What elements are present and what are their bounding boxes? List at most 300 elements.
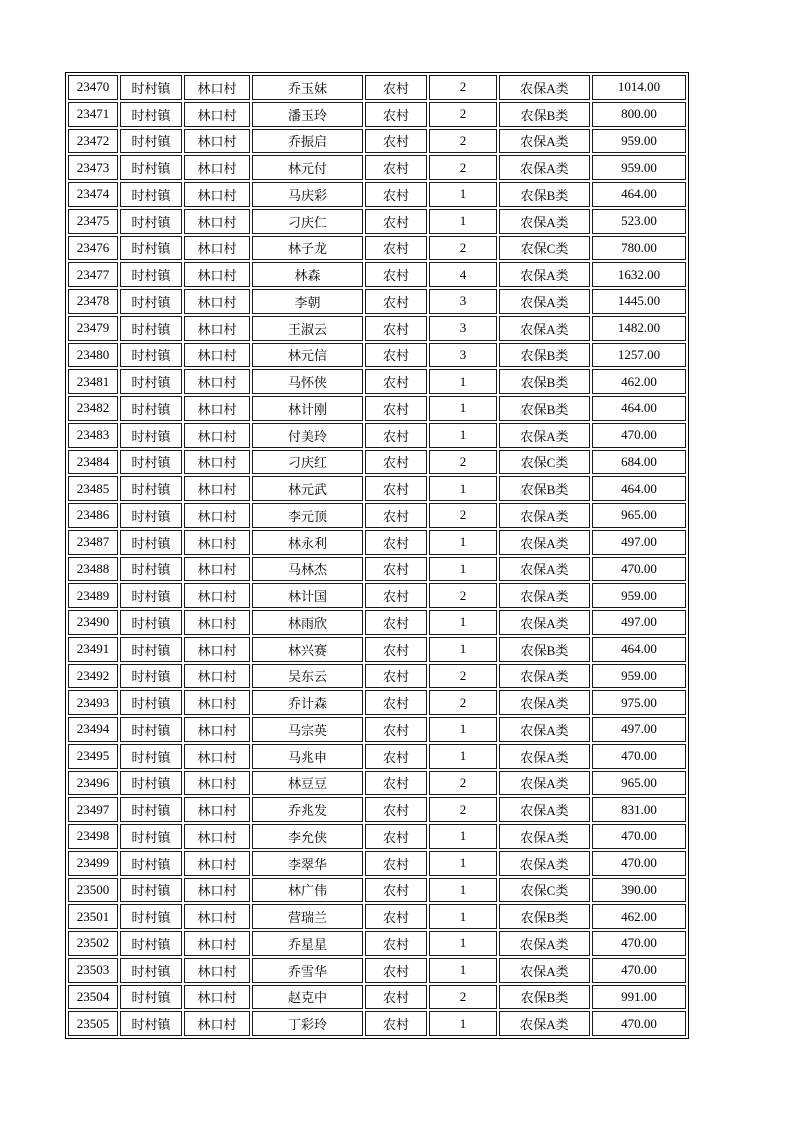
- person-name-cell: 丁彩玲: [252, 1011, 363, 1036]
- person-name-cell: 李元顶: [252, 503, 363, 528]
- person-name-cell: 乔星星: [252, 931, 363, 956]
- residence-type-cell: 农村: [365, 102, 427, 127]
- person-count-cell: 4: [429, 262, 497, 287]
- record-id-cell: 23504: [68, 985, 118, 1010]
- insurance-class-cell: 农保A类: [499, 717, 590, 742]
- record-id-cell: 23487: [68, 530, 118, 555]
- insurance-class-cell: 农保A类: [499, 155, 590, 180]
- person-name-cell: 李朝: [252, 289, 363, 314]
- amount-cell: 959.00: [592, 155, 686, 180]
- village-cell: 林口村: [184, 744, 250, 769]
- insurance-class-cell: 农保A类: [499, 503, 590, 528]
- record-id-cell: 23503: [68, 958, 118, 983]
- insurance-class-cell: 农保A类: [499, 262, 590, 287]
- person-name-cell: 林广伟: [252, 878, 363, 903]
- person-count-cell: 1: [429, 610, 497, 635]
- town-cell: 时村镇: [120, 102, 182, 127]
- person-name-cell: 林兴赛: [252, 637, 363, 662]
- town-cell: 时村镇: [120, 182, 182, 207]
- person-count-cell: 1: [429, 931, 497, 956]
- amount-cell: 959.00: [592, 583, 686, 608]
- residence-type-cell: 农村: [365, 904, 427, 929]
- town-cell: 时村镇: [120, 1011, 182, 1036]
- insurance-class-cell: 农保C类: [499, 878, 590, 903]
- town-cell: 时村镇: [120, 396, 182, 421]
- town-cell: 时村镇: [120, 664, 182, 689]
- insurance-class-cell: 农保A类: [499, 583, 590, 608]
- insurance-class-cell: 农保A类: [499, 958, 590, 983]
- table-row: [68, 851, 686, 876]
- amount-cell: 470.00: [592, 931, 686, 956]
- amount-cell: 470.00: [592, 851, 686, 876]
- person-count-cell: 2: [429, 75, 497, 100]
- town-cell: 时村镇: [120, 878, 182, 903]
- person-count-cell: 2: [429, 985, 497, 1010]
- person-count-cell: 2: [429, 583, 497, 608]
- person-count-cell: 1: [429, 1011, 497, 1036]
- amount-cell: 497.00: [592, 717, 686, 742]
- amount-cell: 1257.00: [592, 343, 686, 368]
- amount-cell: 470.00: [592, 423, 686, 448]
- insurance-class-cell: 农保B类: [499, 985, 590, 1010]
- village-cell: 林口村: [184, 637, 250, 662]
- person-name-cell: 马兆申: [252, 744, 363, 769]
- person-count-cell: 2: [429, 503, 497, 528]
- insurance-class-cell: 农保B类: [499, 343, 590, 368]
- person-name-cell: 赵克中: [252, 985, 363, 1010]
- insurance-class-cell: 农保A类: [499, 664, 590, 689]
- residence-type-cell: 农村: [365, 316, 427, 341]
- insurance-class-cell: 农保A类: [499, 690, 590, 715]
- record-id-cell: 23483: [68, 423, 118, 448]
- person-count-cell: 1: [429, 904, 497, 929]
- residence-type-cell: 农村: [365, 236, 427, 261]
- record-id-cell: 23505: [68, 1011, 118, 1036]
- table-row: [68, 557, 686, 582]
- village-cell: 林口村: [184, 904, 250, 929]
- amount-cell: 470.00: [592, 1011, 686, 1036]
- amount-cell: 464.00: [592, 396, 686, 421]
- table-row: [68, 289, 686, 314]
- insurance-class-cell: 农保A类: [499, 316, 590, 341]
- residence-type-cell: 农村: [365, 771, 427, 796]
- residence-type-cell: 农村: [365, 717, 427, 742]
- table-row: [68, 958, 686, 983]
- amount-cell: 1445.00: [592, 289, 686, 314]
- village-cell: 林口村: [184, 797, 250, 822]
- insurance-class-cell: 农保A类: [499, 557, 590, 582]
- record-id-cell: 23498: [68, 824, 118, 849]
- table-row: [68, 690, 686, 715]
- amount-cell: 965.00: [592, 503, 686, 528]
- residence-type-cell: 农村: [365, 664, 427, 689]
- amount-cell: 470.00: [592, 557, 686, 582]
- record-id-cell: 23476: [68, 236, 118, 261]
- person-name-cell: 林子龙: [252, 236, 363, 261]
- person-name-cell: 马林杰: [252, 557, 363, 582]
- amount-cell: 831.00: [592, 797, 686, 822]
- town-cell: 时村镇: [120, 717, 182, 742]
- record-id-cell: 23482: [68, 396, 118, 421]
- town-cell: 时村镇: [120, 610, 182, 635]
- record-id-cell: 23490: [68, 610, 118, 635]
- village-cell: 林口村: [184, 129, 250, 154]
- amount-cell: 470.00: [592, 824, 686, 849]
- village-cell: 林口村: [184, 209, 250, 234]
- person-name-cell: 马宗英: [252, 717, 363, 742]
- village-cell: 林口村: [184, 690, 250, 715]
- village-cell: 林口村: [184, 289, 250, 314]
- town-cell: 时村镇: [120, 262, 182, 287]
- amount-cell: 390.00: [592, 878, 686, 903]
- person-name-cell: 林计刚: [252, 396, 363, 421]
- town-cell: 时村镇: [120, 476, 182, 501]
- table-row: [68, 824, 686, 849]
- residence-type-cell: 农村: [365, 450, 427, 475]
- record-id-cell: 23496: [68, 771, 118, 796]
- record-id-cell: 23497: [68, 797, 118, 822]
- insurance-class-cell: 农保A类: [499, 1011, 590, 1036]
- village-cell: 林口村: [184, 182, 250, 207]
- town-cell: 时村镇: [120, 637, 182, 662]
- residence-type-cell: 农村: [365, 878, 427, 903]
- person-name-cell: 林森: [252, 262, 363, 287]
- person-count-cell: 2: [429, 771, 497, 796]
- town-cell: 时村镇: [120, 155, 182, 180]
- amount-cell: 497.00: [592, 610, 686, 635]
- record-id-cell: 23473: [68, 155, 118, 180]
- town-cell: 时村镇: [120, 129, 182, 154]
- insurance-class-cell: 农保B类: [499, 102, 590, 127]
- village-cell: 林口村: [184, 369, 250, 394]
- person-name-cell: 马庆彩: [252, 182, 363, 207]
- person-name-cell: 林永利: [252, 530, 363, 555]
- residence-type-cell: 农村: [365, 209, 427, 234]
- record-id-cell: 23480: [68, 343, 118, 368]
- residence-type-cell: 农村: [365, 958, 427, 983]
- town-cell: 时村镇: [120, 690, 182, 715]
- amount-cell: 965.00: [592, 771, 686, 796]
- table-row: [68, 102, 686, 127]
- amount-cell: 462.00: [592, 369, 686, 394]
- residence-type-cell: 农村: [365, 476, 427, 501]
- person-name-cell: 乔计森: [252, 690, 363, 715]
- person-count-cell: 2: [429, 236, 497, 261]
- person-count-cell: 1: [429, 557, 497, 582]
- village-cell: 林口村: [184, 343, 250, 368]
- table-row: [68, 610, 686, 635]
- residence-type-cell: 农村: [365, 985, 427, 1010]
- amount-cell: 1014.00: [592, 75, 686, 100]
- town-cell: 时村镇: [120, 931, 182, 956]
- town-cell: 时村镇: [120, 985, 182, 1010]
- table-row: [68, 985, 686, 1010]
- person-count-cell: 1: [429, 744, 497, 769]
- table-row: [68, 931, 686, 956]
- person-count-cell: 1: [429, 369, 497, 394]
- village-cell: 林口村: [184, 155, 250, 180]
- person-count-cell: 1: [429, 209, 497, 234]
- town-cell: 时村镇: [120, 289, 182, 314]
- residence-type-cell: 农村: [365, 343, 427, 368]
- village-cell: 林口村: [184, 503, 250, 528]
- amount-cell: 464.00: [592, 476, 686, 501]
- residence-type-cell: 农村: [365, 182, 427, 207]
- village-cell: 林口村: [184, 316, 250, 341]
- record-id-cell: 23472: [68, 129, 118, 154]
- residence-type-cell: 农村: [365, 557, 427, 582]
- insurance-class-cell: 农保A类: [499, 423, 590, 448]
- person-name-cell: 林计国: [252, 583, 363, 608]
- village-cell: 林口村: [184, 771, 250, 796]
- table-row: [68, 262, 686, 287]
- village-cell: 林口村: [184, 423, 250, 448]
- person-name-cell: 李允侠: [252, 824, 363, 849]
- village-cell: 林口村: [184, 717, 250, 742]
- person-count-cell: 1: [429, 637, 497, 662]
- person-name-cell: 林元武: [252, 476, 363, 501]
- town-cell: 时村镇: [120, 75, 182, 100]
- person-name-cell: 马怀侠: [252, 369, 363, 394]
- residence-type-cell: 农村: [365, 530, 427, 555]
- village-cell: 林口村: [184, 450, 250, 475]
- person-count-cell: 3: [429, 316, 497, 341]
- insurance-class-cell: 农保A类: [499, 75, 590, 100]
- table-row: [68, 316, 686, 341]
- residence-type-cell: 农村: [365, 637, 427, 662]
- record-id-cell: 23471: [68, 102, 118, 127]
- table-row: [68, 744, 686, 769]
- amount-cell: 975.00: [592, 690, 686, 715]
- record-id-cell: 23499: [68, 851, 118, 876]
- residence-type-cell: 农村: [365, 583, 427, 608]
- amount-cell: 464.00: [592, 637, 686, 662]
- record-id-cell: 23481: [68, 369, 118, 394]
- village-cell: 林口村: [184, 530, 250, 555]
- record-id-cell: 23474: [68, 182, 118, 207]
- person-count-cell: 1: [429, 851, 497, 876]
- record-id-cell: 23479: [68, 316, 118, 341]
- residence-type-cell: 农村: [365, 396, 427, 421]
- amount-cell: 800.00: [592, 102, 686, 127]
- insurance-class-cell: 农保A类: [499, 797, 590, 822]
- residence-type-cell: 农村: [365, 690, 427, 715]
- residence-type-cell: 农村: [365, 503, 427, 528]
- record-id-cell: 23495: [68, 744, 118, 769]
- amount-cell: 523.00: [592, 209, 686, 234]
- residence-type-cell: 农村: [365, 262, 427, 287]
- residence-type-cell: 农村: [365, 797, 427, 822]
- town-cell: 时村镇: [120, 530, 182, 555]
- table-row: [68, 664, 686, 689]
- residence-type-cell: 农村: [365, 155, 427, 180]
- village-cell: 林口村: [184, 476, 250, 501]
- person-name-cell: 乔雪华: [252, 958, 363, 983]
- person-count-cell: 3: [429, 289, 497, 314]
- village-cell: 林口村: [184, 851, 250, 876]
- town-cell: 时村镇: [120, 851, 182, 876]
- table-row: [68, 236, 686, 261]
- table-row: [68, 182, 686, 207]
- table-row: [68, 369, 686, 394]
- residence-type-cell: 农村: [365, 610, 427, 635]
- village-cell: 林口村: [184, 75, 250, 100]
- person-name-cell: 乔振启: [252, 129, 363, 154]
- person-count-cell: 1: [429, 396, 497, 421]
- person-count-cell: 1: [429, 717, 497, 742]
- record-id-cell: 23485: [68, 476, 118, 501]
- person-name-cell: 李翠华: [252, 851, 363, 876]
- person-count-cell: 2: [429, 797, 497, 822]
- table-row: [68, 797, 686, 822]
- person-count-cell: 2: [429, 102, 497, 127]
- town-cell: 时村镇: [120, 557, 182, 582]
- record-id-cell: 23470: [68, 75, 118, 100]
- residence-type-cell: 农村: [365, 75, 427, 100]
- residence-type-cell: 农村: [365, 931, 427, 956]
- amount-cell: 470.00: [592, 958, 686, 983]
- table-row: [68, 583, 686, 608]
- residence-type-cell: 农村: [365, 851, 427, 876]
- insurance-class-cell: 农保A类: [499, 771, 590, 796]
- village-cell: 林口村: [184, 985, 250, 1010]
- amount-cell: 470.00: [592, 744, 686, 769]
- town-cell: 时村镇: [120, 316, 182, 341]
- amount-cell: 959.00: [592, 664, 686, 689]
- table-row: [68, 450, 686, 475]
- residence-type-cell: 农村: [365, 744, 427, 769]
- person-count-cell: 1: [429, 878, 497, 903]
- record-id-cell: 23478: [68, 289, 118, 314]
- person-name-cell: 潘玉玲: [252, 102, 363, 127]
- table-row: [68, 343, 686, 368]
- amount-cell: 959.00: [592, 129, 686, 154]
- person-count-cell: 2: [429, 450, 497, 475]
- record-id-cell: 23502: [68, 931, 118, 956]
- insurance-class-cell: 农保A类: [499, 824, 590, 849]
- insurance-class-cell: 农保C类: [499, 236, 590, 261]
- insurance-class-cell: 农保B类: [499, 904, 590, 929]
- table-row: [68, 904, 686, 929]
- amount-cell: 464.00: [592, 182, 686, 207]
- town-cell: 时村镇: [120, 797, 182, 822]
- town-cell: 时村镇: [120, 771, 182, 796]
- town-cell: 时村镇: [120, 423, 182, 448]
- record-id-cell: 23488: [68, 557, 118, 582]
- village-cell: 林口村: [184, 583, 250, 608]
- town-cell: 时村镇: [120, 583, 182, 608]
- town-cell: 时村镇: [120, 343, 182, 368]
- town-cell: 时村镇: [120, 450, 182, 475]
- table-row: [68, 396, 686, 421]
- record-id-cell: 23486: [68, 503, 118, 528]
- insurance-class-cell: 农保A类: [499, 851, 590, 876]
- insurance-class-cell: 农保B类: [499, 476, 590, 501]
- table-row: [68, 155, 686, 180]
- town-cell: 时村镇: [120, 236, 182, 261]
- town-cell: 时村镇: [120, 503, 182, 528]
- record-id-cell: 23501: [68, 904, 118, 929]
- residence-type-cell: 农村: [365, 824, 427, 849]
- table-row: [68, 423, 686, 448]
- person-name-cell: 刁庆红: [252, 450, 363, 475]
- person-name-cell: 乔玉妹: [252, 75, 363, 100]
- person-name-cell: 付美玲: [252, 423, 363, 448]
- record-id-cell: 23491: [68, 637, 118, 662]
- village-cell: 林口村: [184, 931, 250, 956]
- insurance-class-cell: 农保B类: [499, 369, 590, 394]
- records-table: [65, 72, 689, 1039]
- record-id-cell: 23500: [68, 878, 118, 903]
- person-count-cell: 1: [429, 182, 497, 207]
- amount-cell: 497.00: [592, 530, 686, 555]
- insurance-class-cell: 农保A类: [499, 744, 590, 769]
- amount-cell: 1482.00: [592, 316, 686, 341]
- village-cell: 林口村: [184, 824, 250, 849]
- village-cell: 林口村: [184, 236, 250, 261]
- residence-type-cell: 农村: [365, 289, 427, 314]
- person-name-cell: 吴东云: [252, 664, 363, 689]
- record-id-cell: 23494: [68, 717, 118, 742]
- table-row: [68, 129, 686, 154]
- person-count-cell: 2: [429, 664, 497, 689]
- person-count-cell: 3: [429, 343, 497, 368]
- village-cell: 林口村: [184, 878, 250, 903]
- person-count-cell: 1: [429, 958, 497, 983]
- insurance-class-cell: 农保A类: [499, 289, 590, 314]
- table-row: [68, 503, 686, 528]
- residence-type-cell: 农村: [365, 1011, 427, 1036]
- residence-type-cell: 农村: [365, 423, 427, 448]
- town-cell: 时村镇: [120, 958, 182, 983]
- person-name-cell: 林元付: [252, 155, 363, 180]
- village-cell: 林口村: [184, 102, 250, 127]
- village-cell: 林口村: [184, 1011, 250, 1036]
- table-row: [68, 75, 686, 100]
- record-id-cell: 23477: [68, 262, 118, 287]
- person-name-cell: 营瑞兰: [252, 904, 363, 929]
- person-name-cell: 王淑云: [252, 316, 363, 341]
- insurance-class-cell: 农保A类: [499, 931, 590, 956]
- town-cell: 时村镇: [120, 904, 182, 929]
- person-name-cell: 林元信: [252, 343, 363, 368]
- person-count-cell: 2: [429, 129, 497, 154]
- insurance-class-cell: 农保B类: [499, 182, 590, 207]
- village-cell: 林口村: [184, 396, 250, 421]
- insurance-class-cell: 农保A类: [499, 129, 590, 154]
- town-cell: 时村镇: [120, 369, 182, 394]
- table-row: [68, 637, 686, 662]
- table-row: [68, 530, 686, 555]
- person-count-cell: 2: [429, 690, 497, 715]
- records-table-body: [68, 75, 686, 1036]
- person-count-cell: 1: [429, 530, 497, 555]
- record-id-cell: 23492: [68, 664, 118, 689]
- record-id-cell: 23493: [68, 690, 118, 715]
- person-count-cell: 2: [429, 155, 497, 180]
- village-cell: 林口村: [184, 958, 250, 983]
- person-name-cell: 乔兆发: [252, 797, 363, 822]
- village-cell: 林口村: [184, 610, 250, 635]
- village-cell: 林口村: [184, 262, 250, 287]
- amount-cell: 780.00: [592, 236, 686, 261]
- table-row: [68, 476, 686, 501]
- village-cell: 林口村: [184, 557, 250, 582]
- table-row: [68, 209, 686, 234]
- person-name-cell: 刁庆仁: [252, 209, 363, 234]
- record-id-cell: 23475: [68, 209, 118, 234]
- town-cell: 时村镇: [120, 744, 182, 769]
